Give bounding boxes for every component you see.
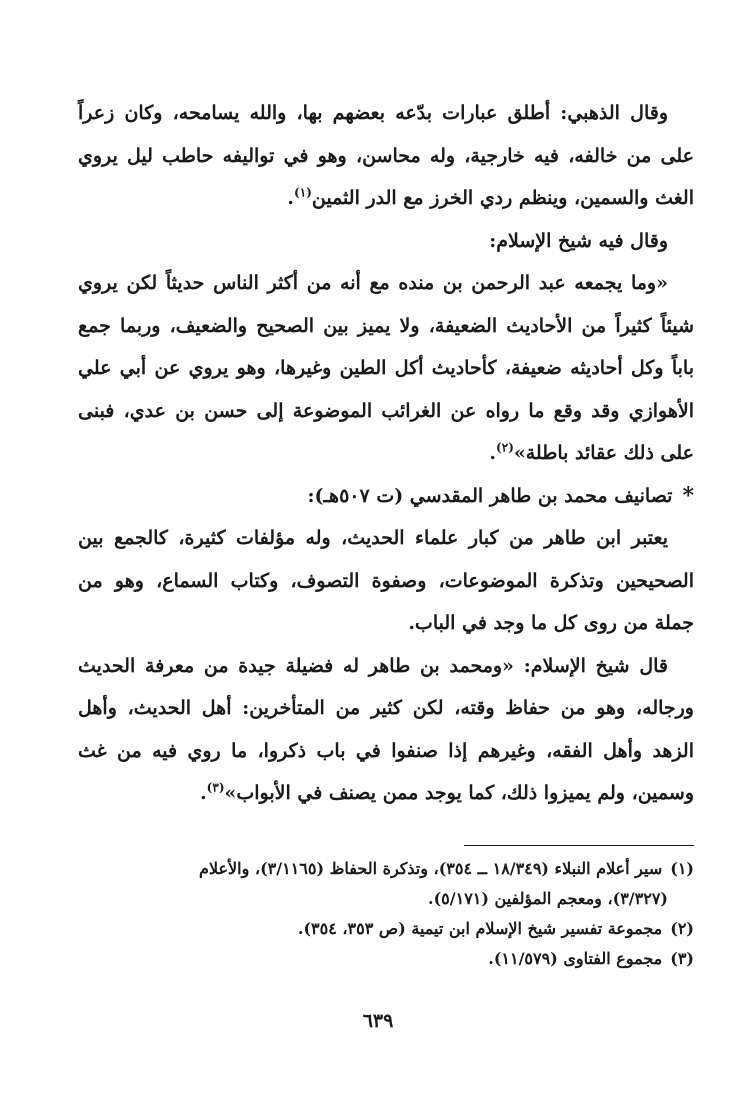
paragraph-text: وقال فيه شيخ الإسلام: (489, 229, 668, 252)
paragraph-text: وقال الذهبي: أطلق عبارات بدّعه بعضهم بها، والله يسامحه، وكان زعراً على من خالفه، فيه خارجية، وله محاسن، وهو في تواليفه حاطب ليل يروي الغث والسمين، وينظم ردي الخرز مع الدر الثمين (78, 102, 694, 209)
paragraph-quote-ibn-tahir (78, 645, 694, 815)
footnote-text: (٣/٣٢٧)، ومعجم المؤلفين (٥/١٧١). (428, 889, 668, 908)
footnote-ref: (٢) (496, 440, 514, 455)
section-heading (78, 475, 694, 518)
footnote-1-continued (78, 884, 694, 914)
footnote-text: مجموعة تفسير شيخ الإسلام ابن تيمية (ص ٣٥٣، ٣٥٤). (297, 919, 663, 938)
paragraph-intro-quote (78, 220, 694, 263)
footnote-number: (٢) (670, 919, 694, 938)
footnote-text: مجموع الفتاوى (١١/٥٧٩). (488, 949, 663, 968)
asterisk-icon: * (682, 482, 694, 509)
footnote-ref: (٣) (206, 780, 225, 795)
paragraph-ibn-tahir (78, 517, 694, 645)
page-number: ٦٣٩ (362, 1010, 394, 1032)
main-text (78, 92, 694, 815)
section-heading-text: تصانيف محمد بن طاهر المقدسي (ت ٥٠٧هـ): (307, 484, 673, 507)
footnote-text: سير أعلام النبلاء (١٨/٣٤٩ ــ ٣٥٤)، وتذكرة الحفاظ (٣/١١٦٥)، والأعلام (199, 859, 663, 878)
paragraph-end: . (489, 442, 497, 464)
footnote-ref: (١) (294, 185, 312, 200)
paragraph-quote-ibn-mandah (78, 262, 694, 475)
paragraph-dhahabi (78, 92, 694, 220)
footnote-3 (78, 944, 694, 974)
footnotes (78, 845, 694, 974)
footnote-1 (78, 854, 694, 884)
footnote-divider (464, 845, 694, 846)
footnote-number: (١) (670, 859, 694, 878)
paragraph-text: يعتبر ابن طاهر من كبار علماء الحديث، وله مؤلفات كثيرة، كالجمع بين الصحيحين وتذكرة الموضوعات، وصفوة التصوف، وكتاب السماع، وهو من جملة من روى كل ما وجد في الباب. (78, 527, 694, 634)
paragraph-end: . (287, 187, 295, 209)
footnote-number: (٣) (670, 949, 694, 968)
footnote-2 (78, 914, 694, 944)
paragraph-end: . (200, 782, 207, 804)
paragraph-text: قال شيخ الإسلام: «ومحمد بن طاهر له فضيلة جيدة من معرفة الحديث ورجاله، وهو من حفاظ وقته، لكن كثير من المتأخرين: أهل الحديث، وأهل الزهد وأهل الفقه، وغيرهم إذا صنفوا في باب ذكروا، ما روي فيه من غث وسمين، ولم يميزوا ذلك، كما يوجد ممن يصنف في الأبواب» (78, 654, 694, 804)
paragraph-text: «وما يجمعه عبد الرحمن بن منده مع أنه من أكثر الناس حديثاً لكن يروي شيئاً كثيراً من الأحاديث الضعيفة، ولا يميز بين الصحيح والضعيف، وربما جمع باباً وكل أحاديثه ضعيفة، كأحاديث أكل الطين وغيرها، وهو يروي عن أبي علي الأهوازي وقد وقع ما رواه عن الغرائب الموضوعة إلى حسن بن عدي، فبنى على ذلك عقائد باطلة» (78, 272, 694, 464)
